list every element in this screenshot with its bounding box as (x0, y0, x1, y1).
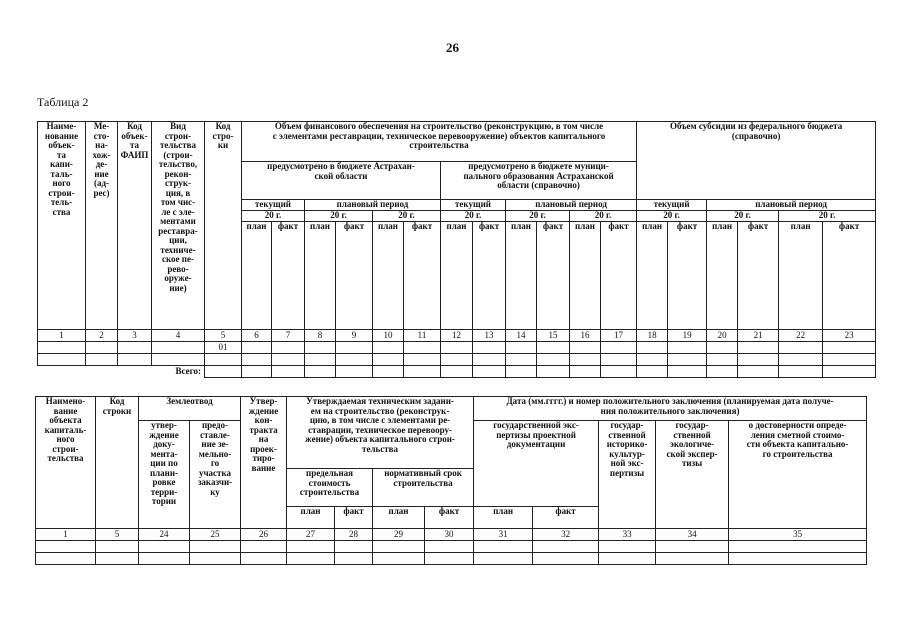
header-plan: план (779, 222, 823, 330)
table-cell[interactable] (287, 553, 335, 565)
header-object-name: Наиме- нование объек- та капи- таль- ного строи- тель- ства (38, 122, 86, 330)
table-row (36, 553, 867, 565)
header-faip-code: Код объек- та ФАИП (118, 122, 152, 330)
header-year: 20 г. (305, 211, 373, 222)
table-cell[interactable] (96, 541, 139, 553)
total-label: Всего: (175, 366, 201, 376)
column-number: 27 (287, 529, 335, 541)
column-number: 7 (272, 330, 305, 342)
table-cell[interactable] (537, 354, 570, 366)
header-plan: план (287, 507, 335, 529)
table-cell[interactable] (139, 553, 190, 565)
table-cell[interactable] (601, 354, 637, 366)
table-cell[interactable] (152, 342, 205, 354)
table-cell[interactable] (637, 342, 668, 354)
column-numbers-row (36, 529, 867, 541)
column-number: 33 (599, 529, 656, 541)
page-number: 26 (446, 40, 459, 55)
table-cell[interactable] (506, 354, 537, 366)
table-cell[interactable] (36, 553, 96, 565)
table-cell[interactable] (272, 366, 305, 378)
table-cell[interactable] (241, 553, 287, 565)
header-location: Ме- сто- на- хож- де- ние (ад- рес) (86, 122, 118, 330)
column-number: 9 (336, 330, 373, 342)
column-number: 18 (637, 330, 668, 342)
header-planned-period: плановый период (305, 200, 441, 211)
table-cell[interactable] (601, 342, 637, 354)
column-number: 21 (738, 330, 779, 342)
header-row-code: Код строки (96, 397, 139, 529)
table-cell[interactable] (242, 366, 272, 378)
table-cell[interactable] (242, 354, 272, 366)
header-land-approval: утвер- ждение доку- мента- ции по плани- ровке терри- тории (139, 421, 190, 529)
total-row (38, 366, 876, 378)
header-year: 20 г. (570, 211, 637, 222)
column-number: 29 (373, 529, 425, 541)
header-contract-approval: Утвер- ждение кон- тракта на проек- тиро- вание (241, 397, 287, 529)
table-cell[interactable] (404, 342, 441, 354)
header-fact: факт (473, 222, 506, 330)
header-planned-period: плановый период (506, 200, 637, 211)
column-number: 6 (242, 330, 272, 342)
table-cell[interactable] (38, 342, 86, 354)
table-cell[interactable] (241, 541, 287, 553)
header-normative-term: нормативный срок строительства (373, 469, 474, 507)
header-ecological-expertise: государ- ственной экологиче- ской экспер- тизы (656, 421, 729, 529)
table-cell[interactable] (373, 342, 404, 354)
table-cell[interactable] (474, 553, 533, 565)
header-year: 20 г. (441, 211, 506, 222)
table-row (38, 342, 876, 354)
column-number: 28 (335, 529, 373, 541)
header-row-code: Код стро- ки (205, 122, 242, 330)
table-cell[interactable] (287, 541, 335, 553)
table-cell[interactable] (38, 354, 86, 366)
column-number: 14 (506, 330, 537, 342)
header-year: 20 г. (373, 211, 441, 222)
table-finance (37, 121, 876, 378)
header-federal-subsidies: Объем субсидии из федерального бюджета (справочно) (637, 122, 876, 200)
table-cell[interactable] (118, 354, 152, 366)
header-year: 20 г. (637, 211, 707, 222)
table-cell[interactable] (738, 366, 779, 378)
column-number: 15 (537, 330, 570, 342)
table-cell[interactable] (668, 342, 707, 354)
table-cell[interactable] (533, 553, 599, 565)
table-cell[interactable] (441, 342, 473, 354)
column-number: 11 (404, 330, 441, 342)
column-number: 3 (118, 330, 152, 342)
row-code-cell: 01 (205, 342, 242, 354)
column-number: 30 (425, 529, 474, 541)
header-current-year: текущий (637, 200, 707, 211)
header-plan: план (707, 222, 738, 330)
table-cell[interactable] (190, 553, 241, 565)
header-plan: план (242, 222, 272, 330)
table-cell[interactable] (335, 541, 373, 553)
header-fact: факт (336, 222, 373, 330)
table-cell[interactable] (242, 342, 272, 354)
table-cell[interactable] (373, 366, 404, 378)
table-cell[interactable] (305, 366, 336, 378)
table-cell[interactable] (425, 541, 474, 553)
table-cell[interactable] (86, 354, 118, 366)
column-number: 22 (779, 330, 823, 342)
table-cell[interactable] (404, 366, 441, 378)
header-plan: план (373, 507, 425, 529)
table-cell[interactable] (601, 366, 637, 378)
header-fact: факт (404, 222, 441, 330)
table-cell[interactable] (36, 541, 96, 553)
header-fact: факт (272, 222, 305, 330)
header-fact: факт (738, 222, 779, 330)
table-cell[interactable] (570, 342, 601, 354)
table-cell[interactable] (779, 342, 823, 354)
header-fact: факт (668, 222, 707, 330)
column-number: 1 (38, 330, 86, 342)
header-technical-task: Утверждаемая техническим задани- ем на строительство (реконструк- цию, в том числе с элементами ре- ставрации, техническое перевоору- жение) объекта капитального строи- тельства (287, 397, 474, 469)
column-number: 12 (441, 330, 473, 342)
table-cell[interactable] (336, 366, 373, 378)
column-number: 10 (373, 330, 404, 342)
table-row (36, 541, 867, 553)
table-cell[interactable] (729, 541, 867, 553)
column-number: 8 (305, 330, 336, 342)
table-cell[interactable] (637, 354, 668, 366)
header-fact: факт (823, 222, 876, 330)
table-cell[interactable] (779, 354, 823, 366)
header-historical-expertise: государ- ственной историко- культур- ной экс- пертизы (599, 421, 656, 529)
table-cell[interactable] (373, 354, 404, 366)
header-planned-period: плановый период (707, 200, 876, 211)
column-number: 26 (241, 529, 287, 541)
table-cell[interactable] (537, 366, 570, 378)
column-number: 19 (668, 330, 707, 342)
table-cell[interactable] (506, 342, 537, 354)
header-year: 20 г. (779, 211, 876, 222)
table-cell[interactable] (599, 553, 656, 565)
table-cell[interactable] (336, 342, 373, 354)
header-plan: план (506, 222, 537, 330)
header-year: 20 г. (506, 211, 570, 222)
header-fact: факт (335, 507, 373, 529)
table-cell[interactable] (656, 553, 729, 565)
header-fact: факт (537, 222, 570, 330)
header-max-cost: предельная стоимость строительства (287, 469, 373, 507)
header-plan: план (305, 222, 336, 330)
header-year: 20 г. (707, 211, 779, 222)
header-year: 20 г. (242, 211, 305, 222)
table-cell[interactable] (570, 366, 601, 378)
table-cell[interactable] (335, 553, 373, 565)
column-number: 23 (823, 330, 876, 342)
table-cell[interactable] (533, 541, 599, 553)
table-cell[interactable] (305, 342, 336, 354)
header-reliability-conclusion: о достоверности опреде- ления сметной стоимо- сти объекта капитально- го строительства (729, 421, 867, 529)
column-number: 17 (601, 330, 637, 342)
column-number: 16 (570, 330, 601, 342)
table-cell[interactable] (779, 366, 823, 378)
table-cell[interactable] (441, 366, 473, 378)
table-cell[interactable] (707, 354, 738, 366)
table-cell[interactable] (118, 342, 152, 354)
table-cell[interactable] (823, 354, 876, 366)
table-cell[interactable] (272, 342, 305, 354)
table-cell[interactable] (668, 354, 707, 366)
header-object-name: Наимено- вание объекта капиталь- ного строи- тельства (36, 397, 96, 529)
table-cell[interactable] (425, 553, 474, 565)
table-cell[interactable] (506, 366, 537, 378)
column-number: 34 (656, 529, 729, 541)
table-cell[interactable] (738, 342, 779, 354)
table-cell[interactable] (570, 354, 601, 366)
table-cell[interactable] (272, 354, 305, 366)
table-cell[interactable] (336, 354, 373, 366)
column-number: 32 (533, 529, 599, 541)
header-current-year: текущий (242, 200, 305, 211)
header-fact: факт (533, 507, 599, 529)
table-cell[interactable] (637, 366, 668, 378)
table-cell[interactable] (404, 354, 441, 366)
header-plan: план (441, 222, 473, 330)
table-cell[interactable] (190, 541, 241, 553)
table-cell[interactable] (473, 354, 506, 366)
table-cell[interactable] (473, 366, 506, 378)
table-cell[interactable] (96, 553, 139, 565)
column-numbers-row (38, 330, 876, 342)
column-number: 5 (96, 529, 139, 541)
table-cell[interactable] (473, 342, 506, 354)
table-cell[interactable] (537, 342, 570, 354)
column-number: 4 (152, 330, 205, 342)
table-cell[interactable] (668, 366, 707, 378)
column-number: 25 (190, 529, 241, 541)
table-cell[interactable] (656, 541, 729, 553)
column-number: 31 (474, 529, 533, 541)
header-conclusion-date: Дата (мм.гггг.) и номер положительного заключения (планируемая дата получе- ния положительного заключения) (474, 397, 867, 421)
header-plan: план (373, 222, 404, 330)
header-financial-provision: Объем финансового обеспечения на строительство (реконструкцию, в том числе с элементами реставрации, техническое перевооружение) объектов капитального строительства (242, 122, 637, 162)
table-cell[interactable] (139, 541, 190, 553)
header-state-expertise: государственной экс- пертизы проектной документации (474, 421, 599, 507)
table-row (38, 354, 876, 366)
header-current-year: текущий (441, 200, 506, 211)
table-cell[interactable] (373, 553, 425, 565)
table-cell[interactable] (305, 354, 336, 366)
column-number: 1 (36, 529, 96, 541)
table-cell[interactable] (823, 366, 876, 378)
column-number: 24 (139, 529, 190, 541)
header-plan: план (637, 222, 668, 330)
column-number: 20 (707, 330, 738, 342)
table-approvals (35, 396, 867, 565)
table-cell[interactable] (738, 354, 779, 366)
column-number: 13 (473, 330, 506, 342)
column-number: 5 (205, 330, 242, 342)
table-cell[interactable] (152, 354, 205, 366)
header-regional-budget: предусмотрено в бюджете Астрахан- ской области (242, 162, 441, 200)
header-fact: факт (601, 222, 637, 330)
table-cell[interactable] (441, 354, 473, 366)
table-cell[interactable] (823, 342, 876, 354)
table-cell[interactable] (707, 342, 738, 354)
column-number: 35 (729, 529, 867, 541)
header-land-provision: предо- ставле- ние зе- мельно- го участка заказчи- ку (190, 421, 241, 529)
header-fact: факт (425, 507, 474, 529)
table-cell[interactable] (205, 366, 242, 378)
table-cell[interactable] (707, 366, 738, 378)
table-caption: Таблица 2 (37, 95, 89, 109)
table-cell[interactable] (86, 342, 118, 354)
header-land-allotment: Землеотвод (139, 397, 241, 421)
table-cell[interactable] (373, 541, 425, 553)
header-construction-type: Вид строи- тельства (строи- тельство, рекон- струк- ция, в том чис- ле с эле- ментами реставра- ции, техниче- ское пе- рево- оруже- ние) (152, 122, 205, 330)
column-number: 2 (86, 330, 118, 342)
header-municipal-budget: предусмотрено в бюджете муници- пального образования Астраханской области (справочно) (441, 162, 637, 200)
table-cell[interactable] (474, 541, 533, 553)
table-cell[interactable] (729, 553, 867, 565)
table-cell[interactable] (599, 541, 656, 553)
table-cell[interactable] (205, 354, 242, 366)
header-plan: план (474, 507, 533, 529)
header-plan: план (570, 222, 601, 330)
